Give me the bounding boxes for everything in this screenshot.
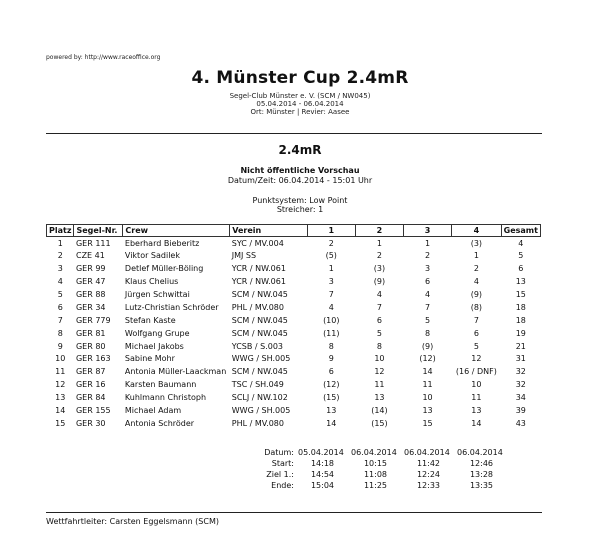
cell-sail-number: GER 84 — [75, 393, 106, 403]
cell-race-3: 5 — [425, 315, 431, 325]
cell-crew: Eberhard Bieberitz — [124, 238, 200, 248]
results-table — [46, 224, 541, 430]
table-row — [47, 391, 541, 404]
table-row — [47, 249, 541, 262]
race-times-value: 06.04.2014 — [351, 448, 397, 457]
race-times-value: 12:33 — [416, 481, 441, 490]
cell-place: 4 — [57, 277, 63, 287]
cell-race-4: 13 — [471, 406, 482, 416]
cell-crew: Wolfgang Grupe — [124, 328, 190, 338]
cell-race-1: (11) — [323, 328, 340, 338]
cell-club: SCM / NW.045 — [231, 367, 288, 377]
header-divider — [46, 133, 542, 134]
cell-place: 14 — [55, 406, 66, 416]
cell-club: SCM / NW.045 — [231, 328, 288, 338]
cell-sail-number: GER 80 — [75, 341, 106, 351]
cell-race-1: 2 — [328, 238, 334, 248]
cell-sail-number: GER 81 — [75, 328, 106, 338]
scoring-system: Punktsystem: Low Point — [252, 196, 348, 205]
cell-club: SYC / MV.004 — [231, 238, 284, 248]
cell-crew: Antonia Schröder — [124, 418, 195, 428]
cell-total: 21 — [515, 341, 526, 351]
cell-race-2: 6 — [376, 315, 382, 325]
race-times-value: 05.04.2014 — [298, 448, 344, 457]
cell-place: 9 — [57, 341, 63, 351]
cell-club: SCM / NW.045 — [231, 315, 288, 325]
cell-race-4: (9) — [470, 290, 483, 299]
race-times-label: Datum: — [264, 448, 294, 457]
race-times-body — [254, 447, 508, 491]
results-header-row — [47, 225, 541, 237]
cell-place: 1 — [57, 238, 63, 248]
cell-place: 7 — [57, 315, 63, 325]
col-header-race-1: 1 — [307, 225, 355, 237]
cell-race-2: 7 — [376, 302, 382, 312]
cell-race-4: 10 — [471, 380, 482, 390]
col-header-race-2: 2 — [355, 225, 403, 237]
cell-race-3: 2 — [425, 251, 431, 261]
cell-place: 5 — [57, 290, 63, 299]
cell-race-4: 4 — [473, 277, 479, 287]
cell-crew: Karsten Baumann — [124, 380, 197, 390]
cell-race-1: 3 — [328, 277, 334, 287]
race-times-value: 12:24 — [416, 470, 441, 479]
race-times-value: 12:46 — [469, 459, 494, 468]
table-row — [47, 301, 541, 314]
cell-club: SCLJ / NW.102 — [231, 393, 288, 403]
cell-race-1: 8 — [328, 341, 334, 351]
race-times-table — [254, 447, 508, 491]
cell-race-4: 6 — [473, 328, 479, 338]
table-row — [47, 417, 541, 430]
cell-race-2: 4 — [376, 290, 382, 299]
race-times-value: 14:18 — [310, 459, 335, 468]
table-row — [47, 314, 541, 327]
race-times-value: 06.04.2014 — [404, 448, 450, 457]
cell-sail-number: GER 16 — [75, 380, 106, 390]
cell-race-4: 12 — [471, 354, 482, 364]
cell-race-2: 8 — [376, 341, 382, 351]
event-dates: 05.04.2014 - 06.04.2014 — [256, 100, 344, 108]
cell-place: 10 — [55, 354, 66, 364]
cell-race-4: 7 — [473, 315, 479, 325]
cell-race-4: 1 — [473, 251, 479, 261]
cell-club: PHL / MV.080 — [231, 418, 284, 428]
cell-total: 4 — [518, 238, 524, 248]
cell-race-3: 10 — [422, 393, 433, 403]
cell-place: 3 — [57, 264, 63, 274]
cell-place: 11 — [55, 367, 66, 377]
cell-club: YCSB / S.003 — [231, 341, 284, 351]
cell-total: 18 — [515, 302, 526, 312]
cell-crew: Michael Adam — [124, 406, 182, 416]
table-row — [47, 365, 541, 378]
table-row — [47, 404, 541, 417]
cell-race-3: 14 — [422, 367, 433, 377]
cell-total: 18 — [515, 315, 526, 325]
cell-race-2: 11 — [374, 380, 385, 390]
cell-race-2: (15) — [371, 418, 388, 428]
cell-race-1: 13 — [326, 406, 337, 416]
race-times-value: 11:08 — [363, 470, 388, 479]
cell-club: JMJ SS — [231, 251, 257, 261]
race-times-value: 13:28 — [469, 470, 494, 479]
race-times-row — [254, 458, 508, 469]
cell-race-4: 2 — [473, 264, 479, 274]
table-row — [47, 237, 541, 250]
cell-race-2: 5 — [376, 328, 382, 338]
cell-club: YCR / NW.061 — [231, 264, 286, 274]
cell-club: WWG / SH.005 — [231, 406, 291, 416]
cell-total: 39 — [515, 406, 526, 416]
cell-race-3: 13 — [422, 406, 433, 416]
cell-place: 13 — [55, 393, 66, 403]
cell-race-2: 1 — [376, 238, 382, 248]
race-times-value: 13:35 — [469, 481, 494, 490]
cell-race-2: 13 — [374, 393, 385, 403]
cell-race-2: 10 — [374, 354, 385, 364]
race-times-label: Ziel 1.: — [266, 470, 294, 479]
cell-sail-number: GER 34 — [75, 302, 106, 312]
cell-race-3: 1 — [425, 238, 431, 248]
race-times-row — [254, 469, 508, 480]
cell-race-4: 14 — [471, 418, 482, 428]
cell-race-4: (16 / DNF) — [455, 367, 497, 377]
cell-race-3: 11 — [422, 380, 433, 390]
cell-place: 2 — [57, 251, 63, 261]
cell-total: 19 — [515, 328, 526, 338]
cell-sail-number: GER 779 — [75, 315, 111, 325]
cell-crew: Kuhlmann Christoph — [124, 393, 207, 403]
powered-by: powered by: http://www.raceoffice.org — [46, 54, 161, 61]
cell-total: 32 — [515, 367, 526, 377]
race-times-value: 11:25 — [363, 481, 388, 490]
discards-count: Streicher: 1 — [276, 205, 324, 214]
cell-sail-number: GER 111 — [75, 238, 111, 248]
cell-club: YCR / NW.061 — [231, 277, 286, 287]
cell-place: 8 — [57, 328, 63, 338]
cell-race-3: 8 — [425, 328, 431, 338]
table-row — [47, 353, 541, 366]
cell-sail-number: GER 155 — [75, 406, 111, 416]
col-header-club: Verein — [230, 225, 307, 237]
cell-place: 15 — [55, 418, 66, 428]
cell-race-2: (3) — [373, 264, 386, 274]
cell-crew: Jürgen Schwittai — [124, 290, 190, 299]
cell-race-2: 2 — [376, 251, 382, 261]
cell-total: 5 — [518, 251, 524, 261]
cell-crew: Lutz-Christian Schröder — [124, 302, 219, 312]
cell-club: WWG / SH.005 — [231, 354, 291, 364]
cell-total: 34 — [515, 393, 526, 403]
race-times-label: Ende: — [271, 481, 294, 490]
cell-crew: Klaus Chelius — [124, 277, 179, 287]
cell-total: 15 — [515, 290, 526, 299]
cell-crew: Antonia Müller-Laackman — [124, 367, 227, 377]
table-row — [47, 262, 541, 275]
cell-sail-number: GER 30 — [75, 418, 106, 428]
cell-race-4: (3) — [470, 238, 483, 248]
table-row — [47, 288, 541, 301]
race-times-value: 10:15 — [363, 459, 388, 468]
col-header-crew: Crew — [123, 225, 230, 237]
cell-race-1: 9 — [328, 354, 334, 364]
cell-race-3: 6 — [425, 277, 431, 287]
cell-sail-number: GER 99 — [75, 264, 106, 274]
race-times-value: 11:42 — [416, 459, 441, 468]
cell-club: SCM / NW.045 — [231, 290, 288, 299]
cell-sail-number: CZE 41 — [75, 251, 105, 261]
cell-place: 12 — [55, 380, 66, 390]
cell-race-4: 11 — [471, 393, 482, 403]
race-times-label: Start: — [271, 459, 294, 468]
cell-crew: Viktor Sadilek — [124, 251, 180, 261]
cell-total: 6 — [518, 264, 524, 274]
table-row — [47, 275, 541, 288]
table-row — [47, 340, 541, 353]
race-times-value: 15:04 — [310, 481, 335, 490]
col-header-total: Gesamt — [501, 225, 540, 237]
table-row — [47, 378, 541, 391]
cell-crew: Michael Jakobs — [124, 341, 184, 351]
cell-race-4: (8) — [470, 302, 483, 312]
cell-sail-number: GER 47 — [75, 277, 106, 287]
cell-race-3: (9) — [421, 341, 434, 351]
race-times-row — [254, 480, 508, 491]
footer-divider — [46, 512, 542, 513]
cell-crew: Detlef Müller-Böling — [124, 264, 204, 274]
cell-sail-number: GER 163 — [75, 354, 111, 364]
cell-race-3: 3 — [425, 264, 431, 274]
cell-place: 6 — [57, 302, 63, 312]
col-header-race-3: 3 — [403, 225, 451, 237]
race-times-value: 06.04.2014 — [457, 448, 503, 457]
results-body — [47, 237, 541, 430]
cell-race-3: 4 — [425, 290, 431, 299]
cell-race-3: 7 — [425, 302, 431, 312]
cell-race-1: 4 — [328, 302, 334, 312]
cell-race-1: (5) — [325, 251, 337, 261]
cell-race-3: 15 — [422, 418, 433, 428]
cell-total: 31 — [515, 354, 526, 364]
club-name: Segel-Club Münster e. V. (SCM / NW045) — [229, 92, 371, 100]
race-times-value: 14:54 — [310, 470, 335, 479]
col-header-place: Platz — [47, 225, 74, 237]
col-header-sail-number: Segel-Nr. — [74, 225, 123, 237]
cell-total: 32 — [515, 380, 526, 390]
cell-crew: Sabine Mohr — [124, 354, 175, 364]
cell-total: 13 — [515, 277, 526, 287]
cell-club: PHL / MV.080 — [231, 302, 284, 312]
cell-club: TSC / SH.049 — [231, 380, 284, 390]
cell-race-4: 5 — [473, 341, 479, 351]
cell-race-1: 6 — [328, 367, 334, 377]
cell-race-1: 1 — [328, 264, 334, 274]
cell-race-1: (10) — [323, 315, 340, 325]
cell-race-2: (14) — [371, 406, 388, 416]
cell-total: 43 — [515, 418, 526, 428]
race-times-row — [254, 447, 508, 458]
preview-label: Nicht öffentliche Vorschau — [240, 166, 360, 175]
cell-sail-number: GER 88 — [75, 290, 106, 299]
cell-race-1: 14 — [326, 418, 337, 428]
cell-race-1: 7 — [328, 290, 334, 299]
cell-race-1: (12) — [323, 380, 340, 390]
cell-crew: Stefan Kaste — [124, 315, 176, 325]
cell-race-1: (15) — [323, 393, 340, 403]
cell-sail-number: GER 87 — [75, 367, 106, 377]
class-title: 2.4mR — [278, 143, 322, 157]
cell-race-2: 12 — [374, 367, 385, 377]
event-location: Ort: Münster | Revier: Aasee — [250, 108, 350, 116]
page-title: 4. Münster Cup 2.4mR — [191, 68, 409, 88]
table-row — [47, 327, 541, 340]
col-header-race-4: 4 — [452, 225, 502, 237]
report-datetime: Datum/Zeit: 06.04.2014 - 15:01 Uhr — [227, 176, 373, 185]
cell-race-2: (9) — [373, 277, 386, 287]
cell-race-3: (12) — [419, 354, 436, 364]
race-officer: Wettfahrtleiter: Carsten Eggelsmann (SCM) — [46, 517, 219, 526]
